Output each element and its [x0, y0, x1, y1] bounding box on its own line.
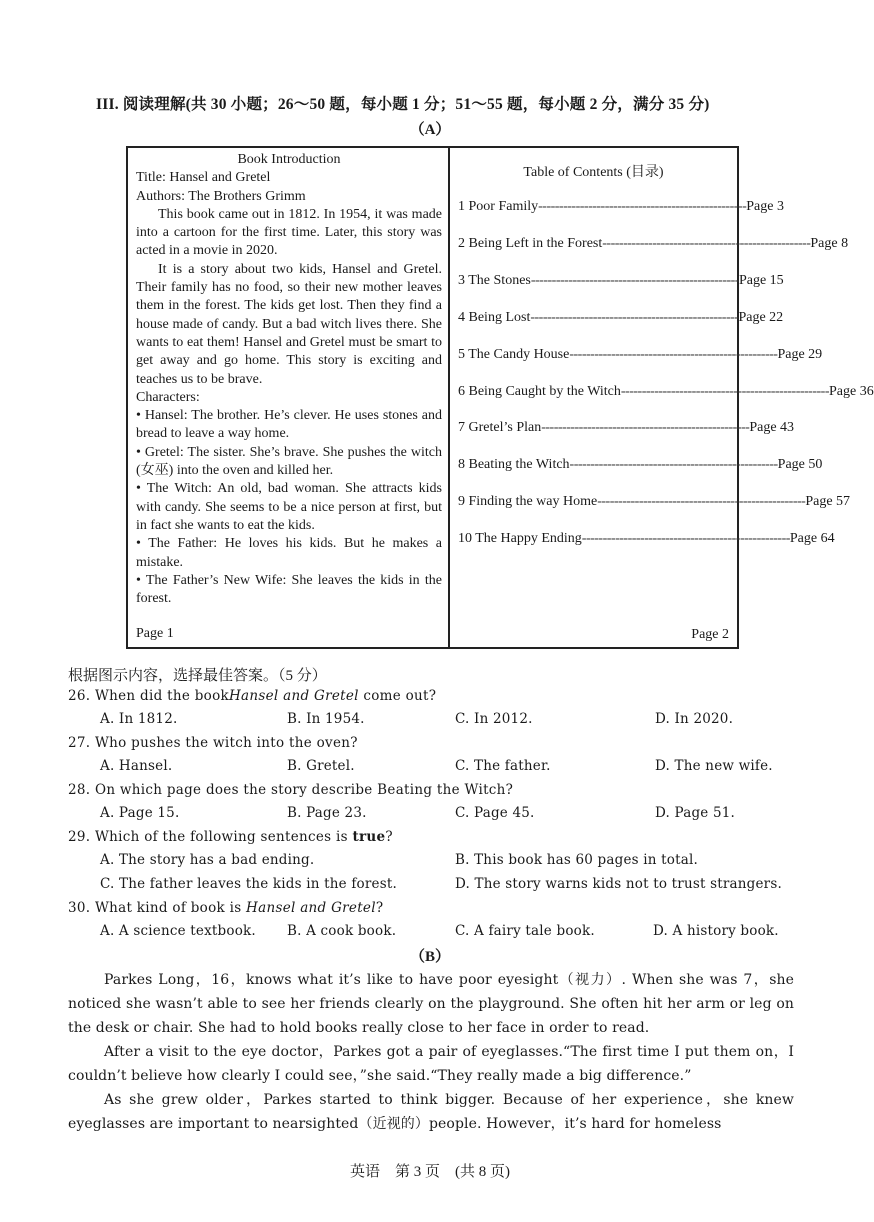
option-29-a: A. The story has a bad ending. — [100, 852, 315, 868]
question-28: 28. On which page does the story describe Beating the Witch? — [68, 782, 514, 798]
page-1-label: Page 1 — [136, 625, 174, 641]
toc-item: 8 Beating the Witch -------------------------------------------------- Page 50 — [458, 457, 823, 472]
book-introduction — [127, 147, 449, 648]
intro-title-line: Title: Hansel and Gretel — [136, 170, 271, 186]
option-30-b: B. A cook book. — [287, 923, 397, 939]
part-a-label: （A） — [409, 122, 451, 138]
character-witch: • The Witch: An old, bad woman. She attracts kids with candy. She seems to be a nice person at first, but in fact she wants to eat the kids. — [136, 481, 442, 533]
intro-authors-line: Authors: The Brothers Grimm — [136, 188, 306, 204]
section-title: III. 阅读理解(共 30 小题；26～50 题，每小题 1 分；51～55 题，每小题 2 分，满分 35 分) — [96, 96, 710, 113]
toc-item: 5 The Candy House -------------------------------------------------- Page 29 — [458, 347, 823, 362]
question-29: 29. Which of the following sentences is true? — [68, 829, 393, 845]
toc-item: 10 The Happy Ending -------------------------------------------------- Page 64 — [458, 531, 835, 546]
page-2-label: Page 2 — [691, 627, 729, 642]
passage-b-paragraph-3: As she grew older，Parkes started to think bigger. Because of her experience，she knew eyeglasses are important to nearsighted（近视的）people. However，it’s hard for homeless — [68, 1092, 794, 1132]
toc-item: 2 Being Left in the Forest -------------------------------------------------- Page 8 — [458, 236, 849, 251]
option-28-c: C. Page 45. — [455, 805, 535, 821]
option-30-c: C. A fairy tale book. — [455, 923, 595, 939]
page-footer: 英语 第 3 页 (共 8 页) — [350, 1164, 510, 1180]
option-27-b: B. Gretel. — [287, 758, 355, 774]
option-29-c: C. The father leaves the kids in the forest. — [100, 876, 397, 892]
toc-item: 7 Gretel’s Plan -------------------------------------------------- Page 43 — [458, 420, 795, 435]
question-27: 27. Who pushes the witch into the oven? — [68, 735, 358, 751]
intro-paragraph-1: This book came out in 1812. In 1954, it was made into a cartoon for the first time. Later, this story was acted in a movie in 2020. — [136, 206, 442, 259]
option-26-c: C. In 2012. — [455, 711, 533, 727]
character-new-wife: • The Father’s New Wife: She leaves the kids in the forest. — [136, 572, 442, 607]
table-of-contents — [449, 147, 874, 648]
question-30: 30. What kind of book is Hansel and Gretel? — [68, 900, 384, 916]
instruction: 根据图示内容，选择最佳答案。（5 分） — [68, 668, 327, 684]
passage-b-paragraph-2: After a visit to the eye doctor，Parkes got a pair of eyeglasses.“The first time I put them on，I couldn’t believe how clearly I could see，”she said.“They really made a big difference.” — [68, 1044, 794, 1084]
part-b-label: （B） — [409, 949, 450, 965]
toc-item: 3 The Stones -------------------------------------------------- Page 15 — [458, 273, 784, 288]
intro-paragraph-2: It is a story about two kids, Hansel and Gretel. Their family has no food, so their new mother leaves them in the forest. The kids get lost. Then they find a house made of candy. But a bad witch lives there. She wants to eat them! Hansel and Gretel must be smart to get away and go home. This story is exciting and teaches us to be brave. — [136, 261, 442, 387]
question-26: 26. When did the bookHansel and Gretel come out? — [68, 688, 437, 704]
option-29-d: D. The story warns kids not to trust strangers. — [455, 876, 782, 892]
option-27-c: C. The father. — [455, 758, 551, 774]
character-hansel: • Hansel: The brother. He’s clever. He uses stones and bread to leave a way home. — [136, 408, 442, 442]
intro-heading: Book Introduction — [237, 152, 341, 167]
toc-item: 1 Poor Family -------------------------------------------------- Page 3 — [458, 199, 784, 214]
option-26-a: A. In 1812. — [100, 711, 178, 727]
option-28-a: A. Page 15. — [100, 805, 180, 821]
passage-b-paragraph-1: Parkes Long，16，knows what it’s like to have poor eyesight（视力）. When she was 7，she noticed she wasn’t able to see her friends clearly on the playground. She often hit her arm or leg on the desk or chair. She had to hold books really close to her face in order to read. — [68, 972, 794, 1036]
toc-item: 9 Finding the way Home -------------------------------------------------- Page 57 — [458, 494, 851, 509]
character-gretel: • Gretel: The sister. She’s brave. She pushes the witch (女巫) into the oven and killed her. — [136, 444, 442, 479]
option-29-b: B. This book has 60 pages in total. — [455, 852, 699, 868]
character-father: • The Father: He loves his kids. But he makes a mistake. — [136, 536, 442, 570]
book-table — [126, 146, 874, 649]
option-30-d: D. A history book. — [653, 923, 779, 939]
option-26-b: B. In 1954. — [287, 711, 365, 727]
option-27-a: A. Hansel. — [100, 758, 173, 774]
option-27-d: D. The new wife. — [655, 758, 773, 774]
option-28-d: D. Page 51. — [655, 805, 736, 821]
characters-heading: Characters: — [136, 389, 200, 405]
toc-title: Table of Contents (目录) — [523, 165, 664, 180]
option-26-d: D. In 2020. — [655, 711, 734, 727]
toc-item: 6 Being Caught by the Witch -------------------------------------------------- Page 36 — [458, 384, 874, 399]
option-28-b: B. Page 23. — [287, 805, 367, 821]
option-30-a: A. A science textbook. — [100, 923, 256, 939]
toc-item: 4 Being Lost -------------------------------------------------- Page 22 — [458, 310, 784, 325]
